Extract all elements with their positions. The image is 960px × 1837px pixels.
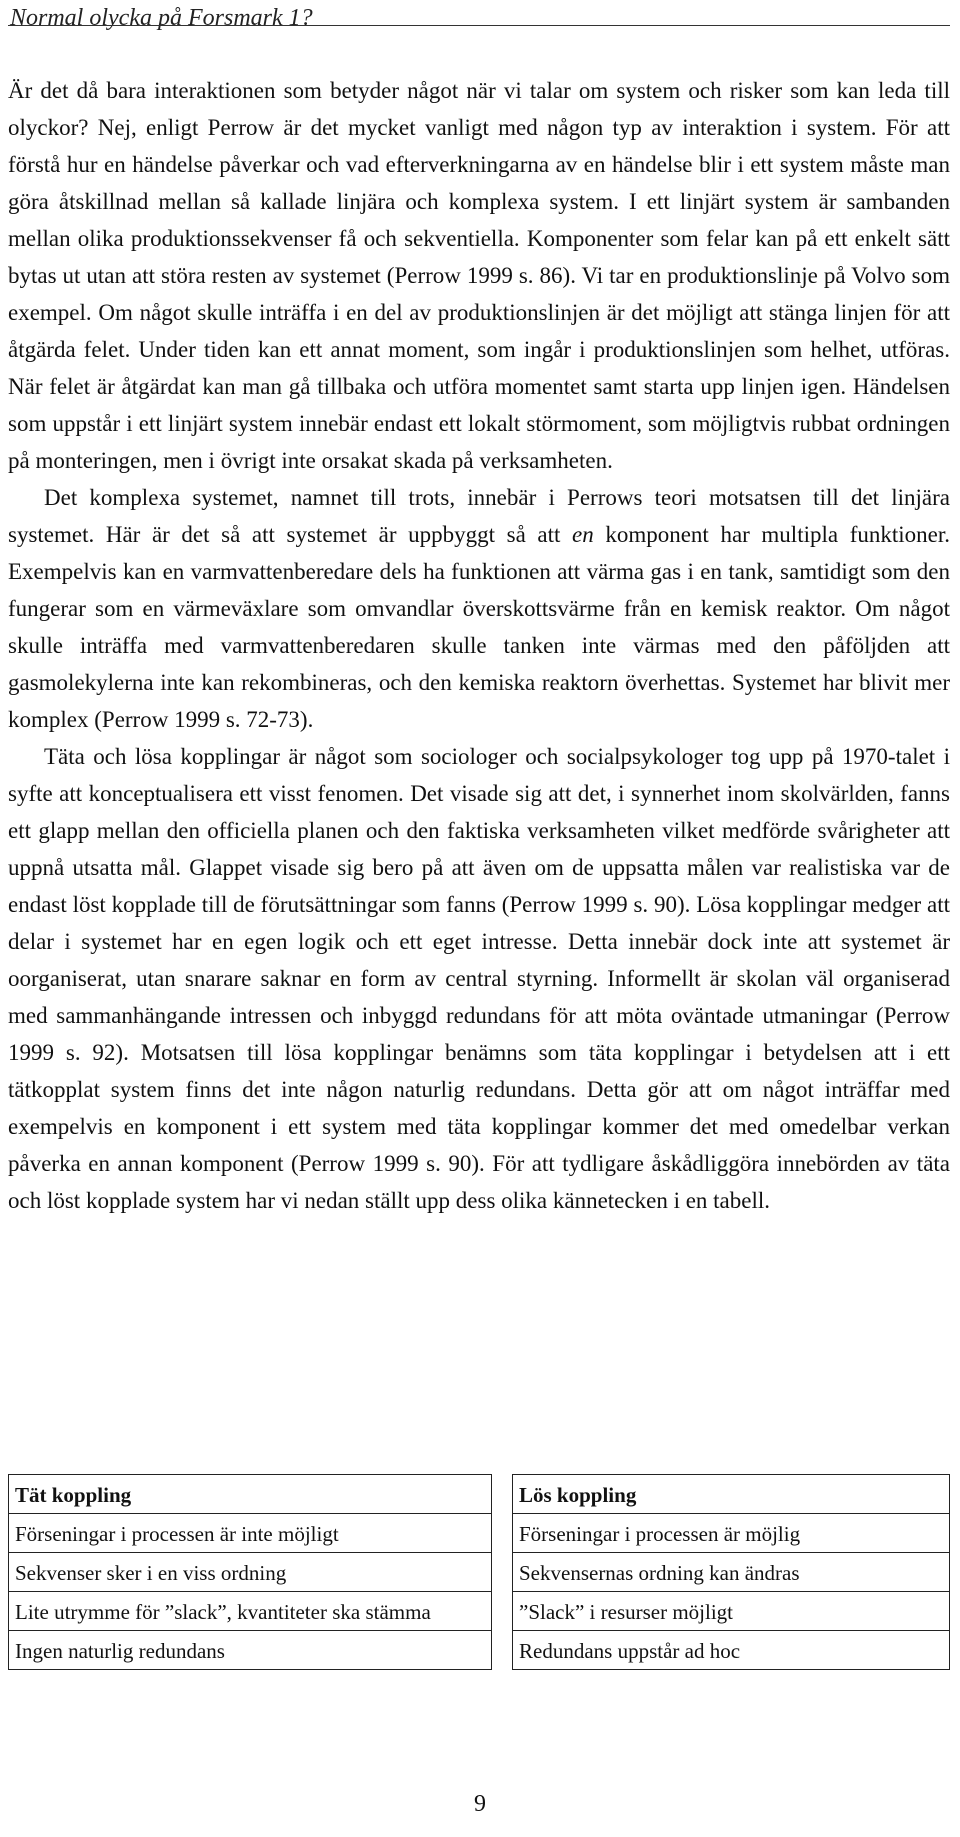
table-cell-tight: Förseningar i processen är inte möjligt <box>9 1514 492 1553</box>
header-rule <box>8 25 950 26</box>
paragraph-2 <box>8 479 950 738</box>
table-row <box>9 1592 950 1631</box>
emphasized-word: en <box>572 522 594 547</box>
table-gap <box>492 1553 513 1592</box>
paragraph-1: Är det då bara interaktionen som betyder något när vi talar om system och risker som kan leda till olyckor? Nej, enligt Perrow är det mycket vanligt med någon typ av interaktion i system. För att förstå hur en händelse påverkar och vad efterverkningarna av en händelse blir i ett system måste man göra åtskillnad mellan så kallade linjära och komplexa system. I ett linjärt system är sambanden mellan olika produktionssekvenser få och sekventiella. Komponenter som felar kan på ett enkelt sätt bytas ut utan att störa resten av systemet (Perrow 1999 s. 86). Vi tar en produktionslinje på Volvo som exempel. Om något skulle inträffa i en del av produktionslinjen är det möjligt att stänga linjen för att åtgärda felet. Under tiden kan ett annat moment, som ingår i produktionslinjen som helhet, utföras. När felet är åtgärdat kan man gå tillbaka och utföra momentet samt starta upp linjen igen. Händelsen som uppstår i ett linjärt system innebär endast ett lokalt störmoment, som möjligtvis rubbat ordningen på monteringen, men i övrigt inte orsakat skada på verksamheten. <box>8 78 950 473</box>
table-row <box>9 1553 950 1592</box>
table-row <box>9 1514 950 1553</box>
table-gap <box>492 1475 513 1514</box>
body-text <box>8 72 950 1219</box>
paragraph-2-part-2: komponent har multipla funktioner. Exempelvis kan en varmvattenberedare dels ha funktionen att värma gas i en tank, samtidigt som den fungerar som en värmeväxlare som omvandlar överskottsvärme från en kemisk reaktor. Om något skulle inträffa med varmvattenberedaren skulle tanken inte värmas med den påföljden att gasmolekylerna inte kan rekombineras, och den kemiska reaktorn överhettas. Systemet har blivit mer komplex (Perrow 1999 s. 72-73). <box>8 522 950 732</box>
table-cell-loose: Redundans uppstår ad hoc <box>513 1631 950 1670</box>
table-gap <box>492 1631 513 1670</box>
table-cell-loose: Förseningar i processen är möjlig <box>513 1514 950 1553</box>
running-header: Normal olycka på Forsmark 1? <box>10 5 313 31</box>
table-cell-tight: Lite utrymme för ”slack”, kvantiteter ska stämma <box>9 1592 492 1631</box>
table-header-loose: Lös koppling <box>513 1475 950 1514</box>
table-header-tight: Tät koppling <box>9 1475 492 1514</box>
table-cell-tight: Ingen naturlig redundans <box>9 1631 492 1670</box>
table-header-row <box>9 1475 950 1514</box>
table-cell-loose: ”Slack” i resurser möjligt <box>513 1592 950 1631</box>
table-cell-loose: Sekvensernas ordning kan ändras <box>513 1553 950 1592</box>
table-cell-tight: Sekvenser sker i en viss ordning <box>9 1553 492 1592</box>
coupling-comparison-table <box>8 1474 950 1670</box>
paragraph-2-part-1: Det komplexa systemet, namnet till trots, innebär i Perrows teori motsatsen till det linjära systemet. Här är det så att systemet är uppbyggt så att <box>8 485 950 547</box>
table-row <box>9 1631 950 1670</box>
page-number: 9 <box>474 1791 486 1817</box>
table-gap <box>492 1592 513 1631</box>
paragraph-3: Täta och lösa kopplingar är något som sociologer och socialpsykologer tog upp på 1970-talet i syfte att konceptualisera ett visst fenomen. Det visade sig att det, i synnerhet inom skolvärlden, fanns ett glapp mellan den officiella planen och den faktiska verksamheten vilket medförde svårigheter att uppnå utsatta mål. Glappet visade sig bero på att även om de uppsatta målen var realistiska var de endast löst kopplade till de förutsättningar som fanns (Perrow 1999 s. 90). Lösa kopplingar medger att delar i systemet har en egen logik och ett eget intresse. Detta innebär dock inte att systemet är oorganiserat, utan snarare saknar en form av central styrning. Informellt är skolan väl organiserad med sammanhängande intressen och inbyggd redundans för att möta oväntade utmaningar (Perrow 1999 s. 92). Motsatsen till lösa kopplingar benämns som täta kopplingar i betydelsen att i ett tätkopplat system finns det inte någon naturlig redundans. Detta gör att om något inträffar med exempelvis en komponent i ett system med täta kopplingar kommer det med omedelbar verkan påverka en annan komponent (Perrow 1999 s. 90). För att tydligare åskådliggöra innebörden av täta och löst kopplade system har vi nedan ställt upp dess olika kännetecken i en tabell. <box>8 744 950 1213</box>
table-gap <box>492 1514 513 1553</box>
